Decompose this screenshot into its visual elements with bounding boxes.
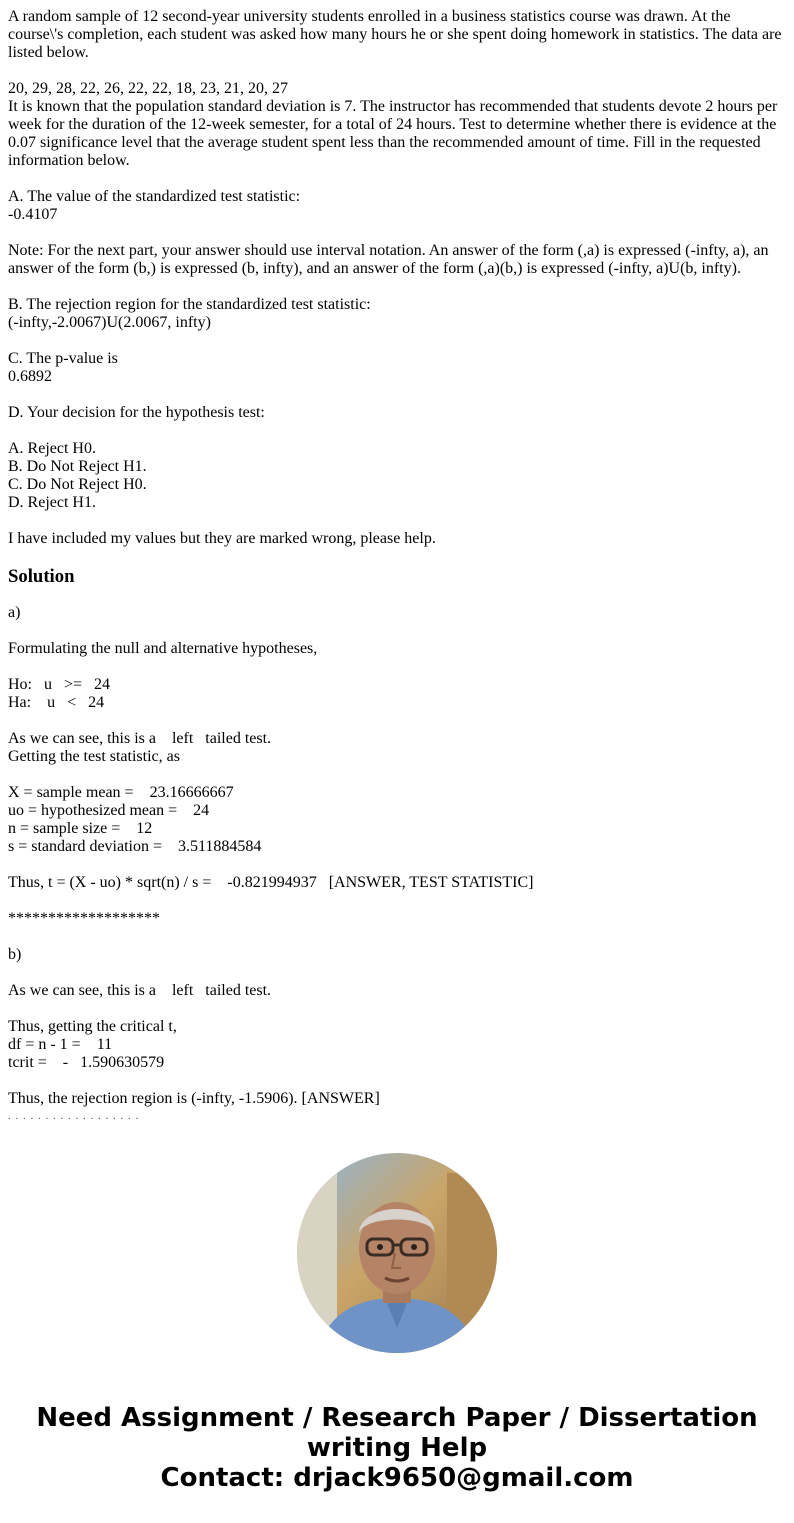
part-b-value: (-infty,-2.0067)U(2.0067, infty) bbox=[8, 314, 211, 331]
solution-heading: Solution bbox=[8, 566, 75, 587]
part-b-label: b) bbox=[8, 946, 22, 963]
rejection-region-line: Thus, the rejection region is (-infty, -1.5906). [ANSWER] bbox=[8, 1090, 380, 1107]
person-portrait-icon bbox=[297, 1153, 497, 1353]
part-c-value: 0.6892 bbox=[8, 368, 52, 385]
tcrit-line: tcrit = - 1.590630579 bbox=[8, 1054, 165, 1071]
interval-note: Note: For the next part, your answer should use interval notation. An answer of the form (,a) is expressed (-infty, a), an answer of the form (b,) is expressed (b, infty), and an answer of the form (,a)(b,) is expressed (-infty, a)U(b, infty). bbox=[8, 242, 773, 277]
stars-divider: ******************* bbox=[8, 910, 160, 927]
option-b: B. Do Not Reject H1. bbox=[8, 458, 147, 475]
author-avatar bbox=[297, 1153, 497, 1353]
alternative-hypothesis: Ha: u < 24 bbox=[8, 694, 105, 711]
option-d: D. Reject H1. bbox=[8, 494, 96, 511]
part-d-prompt: D. Your decision for the hypothesis test: bbox=[8, 404, 265, 421]
option-a: A. Reject H0. bbox=[8, 440, 96, 457]
footer-line-2: writing Help bbox=[306, 1433, 488, 1463]
promo-footer bbox=[0, 1403, 794, 1493]
b-tail-statement: As we can see, this is a left tailed test. bbox=[8, 982, 272, 999]
sample-mean-line: X = sample mean = 23.16666667 bbox=[8, 784, 234, 801]
a-tail-statement: As we can see, this is a left tailed test. bbox=[8, 730, 272, 747]
part-b-prompt: B. The rejection region for the standardized test statistic: bbox=[8, 296, 371, 313]
df-line: df = n - 1 = 11 bbox=[8, 1036, 113, 1053]
test-statistic-line: Thus, t = (X - uo) * sqrt(n) / s = -0.821994937 [ANSWER, TEST STATISTIC] bbox=[8, 874, 534, 891]
question-section bbox=[8, 8, 788, 548]
solution-section bbox=[8, 604, 788, 1128]
getting-test-statistic: Getting the test statistic, as bbox=[8, 748, 180, 765]
footer-line-1: Need Assignment / Research Paper / Dissertation bbox=[36, 1403, 758, 1433]
part-c-prompt: C. The p-value is bbox=[8, 350, 118, 367]
std-dev-line: s = standard deviation = 3.511884584 bbox=[8, 838, 262, 855]
data-values: 20, 29, 28, 22, 26, 22, 22, 18, 23, 21, 20, 27 bbox=[8, 80, 288, 97]
option-c: C. Do Not Reject H0. bbox=[8, 476, 147, 493]
formulating-hypotheses: Formulating the null and alternative hypotheses, bbox=[8, 640, 318, 657]
question-intro: A random sample of 12 second-year university students enrolled in a business statistics course was drawn. At the course\'s completion, each student was asked how many hours he or she spent doing homework in statistics. The data are listed below. bbox=[8, 8, 786, 61]
critical-t-intro: Thus, getting the critical t, bbox=[8, 1018, 177, 1035]
footer-contact: Contact: drjack9650@gmail.com bbox=[160, 1463, 634, 1493]
sample-size-line: n = sample size = 12 bbox=[8, 820, 153, 837]
hypothesized-mean-line: uo = hypothesized mean = 24 bbox=[8, 802, 210, 819]
question-description: It is known that the population standard deviation is 7. The instructor has recommended that students devote 2 hours per week for the duration of the 12-week semester, for a total of 24 hours. Test to determine whether there is evidence at the 0.07 significance level that the average student spent less than the recommended amount of time. Fill in the requested information below. bbox=[8, 98, 782, 169]
part-a-value: -0.4107 bbox=[8, 206, 58, 223]
dotted-divider: . . . . . . . . . . . . . . . . . . bbox=[8, 1110, 140, 1122]
document-body bbox=[8, 8, 788, 1128]
part-a-label: a) bbox=[8, 604, 21, 621]
closing-remark: I have included my values but they are marked wrong, please help. bbox=[8, 530, 436, 547]
null-hypothesis: Ho: u >= 24 bbox=[8, 676, 111, 693]
part-a-prompt: A. The value of the standardized test statistic: bbox=[8, 188, 301, 205]
